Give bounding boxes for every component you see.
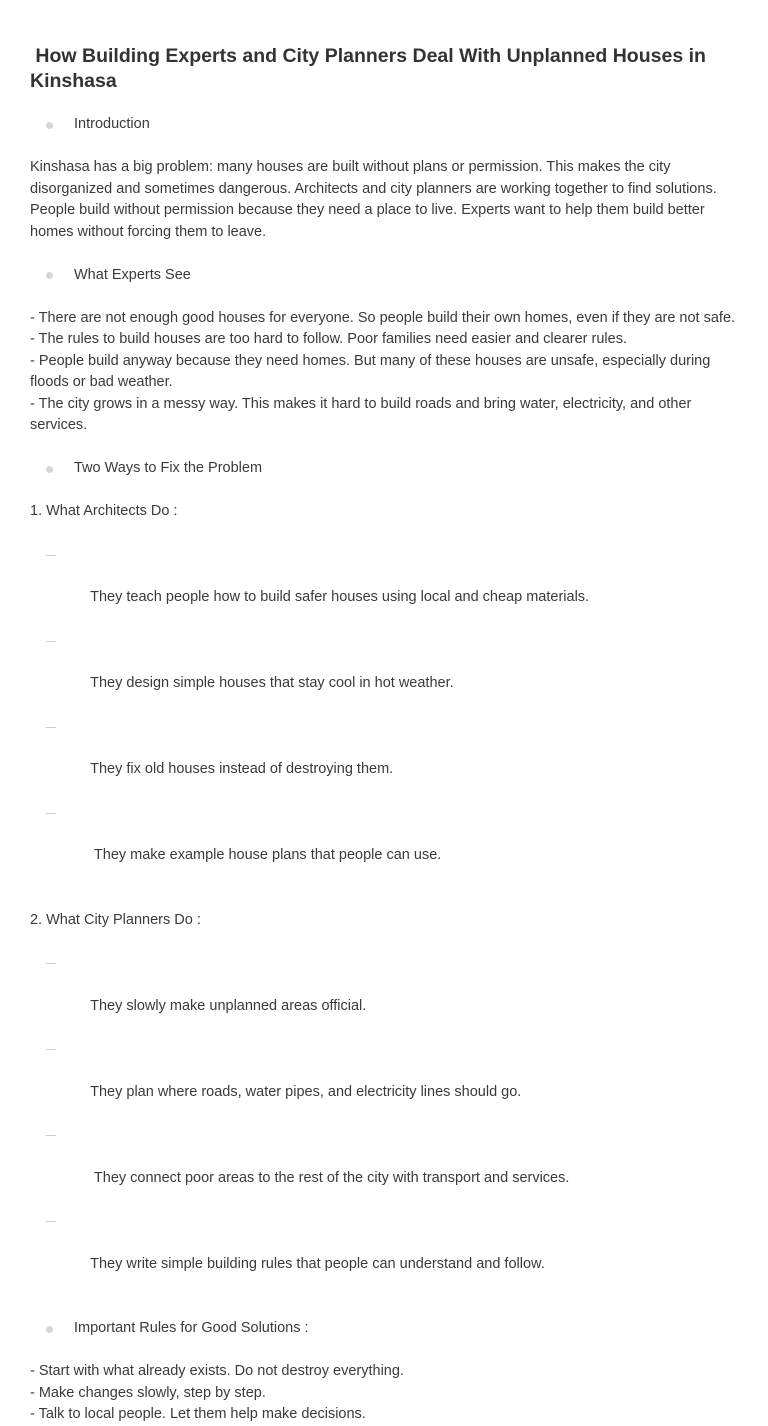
dash-bullet-icon [46,641,56,642]
dash-bullet-icon [46,555,56,556]
dash-bullet-icon [46,963,56,964]
bullet-dot-icon [46,1326,53,1333]
dash-bullet-icon [46,727,56,728]
list-item-text: They teach people how to build safer houses using local and cheap materials. [90,589,590,605]
section-heading-two-ways [30,458,740,480]
section-heading-label: Important Rules for Good Solutions : [74,1320,309,1336]
intro-paragraph: People build without permission because they need a place to live. Experts want to help them build better homes without forcing them to leave. [30,202,705,240]
list-item-text: They connect poor areas to the rest of the city with transport and services. [90,1169,570,1186]
dash-bullet-icon [46,1049,56,1050]
list-item-text: They fix old houses instead of destroying them. [90,761,394,777]
bullet-dot-icon [46,466,53,473]
list-item [30,544,740,630]
section-heading-introduction [30,114,740,136]
list-item-text: They design simple houses that stay cool in hot weather. [90,675,454,691]
rules-line: - Start with what already exists. Do not destroy everything. [30,1363,404,1379]
section-heading-label: Two Ways to Fix the Problem [74,460,263,476]
experts-line: - The rules to build houses are too hard to follow. Poor families need easier and clearer rules. [30,331,627,347]
rules-line: - Make changes slowly, step by step. [30,1384,266,1401]
list-item [30,1125,740,1211]
section-heading-label: Introduction [74,116,150,132]
list-item-text: They slowly make unplanned areas official. [90,997,367,1014]
architects-heading: 1. What Architects Do : [30,503,178,519]
list-item [30,953,740,1039]
section-heading-label: What Experts See [74,266,191,283]
list-item-text: They write simple building rules that people can understand and follow. [90,1255,545,1272]
experts-line: - People build anyway because they need homes. But many of these houses are unsafe, especially during floods or bad weather. [30,352,711,390]
dash-bullet-icon [46,1221,56,1222]
list-item [30,716,740,802]
rules-line: - Talk to local people. Let them help make decisions. [30,1406,366,1422]
list-item [30,1211,740,1297]
list-item [30,630,740,716]
list-item-text: They plan where roads, water pipes, and electricity lines should go. [90,1083,522,1100]
section-heading-what-experts-see [30,265,740,287]
page-title: How Building Experts and City Planners Deal With Unplanned Houses in Kinshasa [30,45,712,92]
planners-heading: 2. What City Planners Do : [30,911,201,928]
dash-bullet-icon [46,1135,56,1136]
experts-line: - The city grows in a messy way. This makes it hard to build roads and bring water, electricity, and other services. [30,395,692,433]
bullet-dot-icon [46,272,53,279]
experts-line: - There are not enough good houses for everyone. So people build their own homes, even if they are not safe. [30,309,736,326]
list-item [30,802,740,888]
intro-paragraph: Kinshasa has a big problem: many houses are built without plans or permission. This makes the city disorganized and sometimes dangerous. Architects and city planners are working together to find solutions. [30,159,717,197]
section-heading-important-rules [30,1318,740,1340]
dash-bullet-icon [46,813,56,814]
list-item-text: They make example house plans that people can use. [90,847,442,863]
document-page [30,44,740,1426]
list-item [30,1039,740,1125]
bullet-dot-icon [46,122,53,129]
